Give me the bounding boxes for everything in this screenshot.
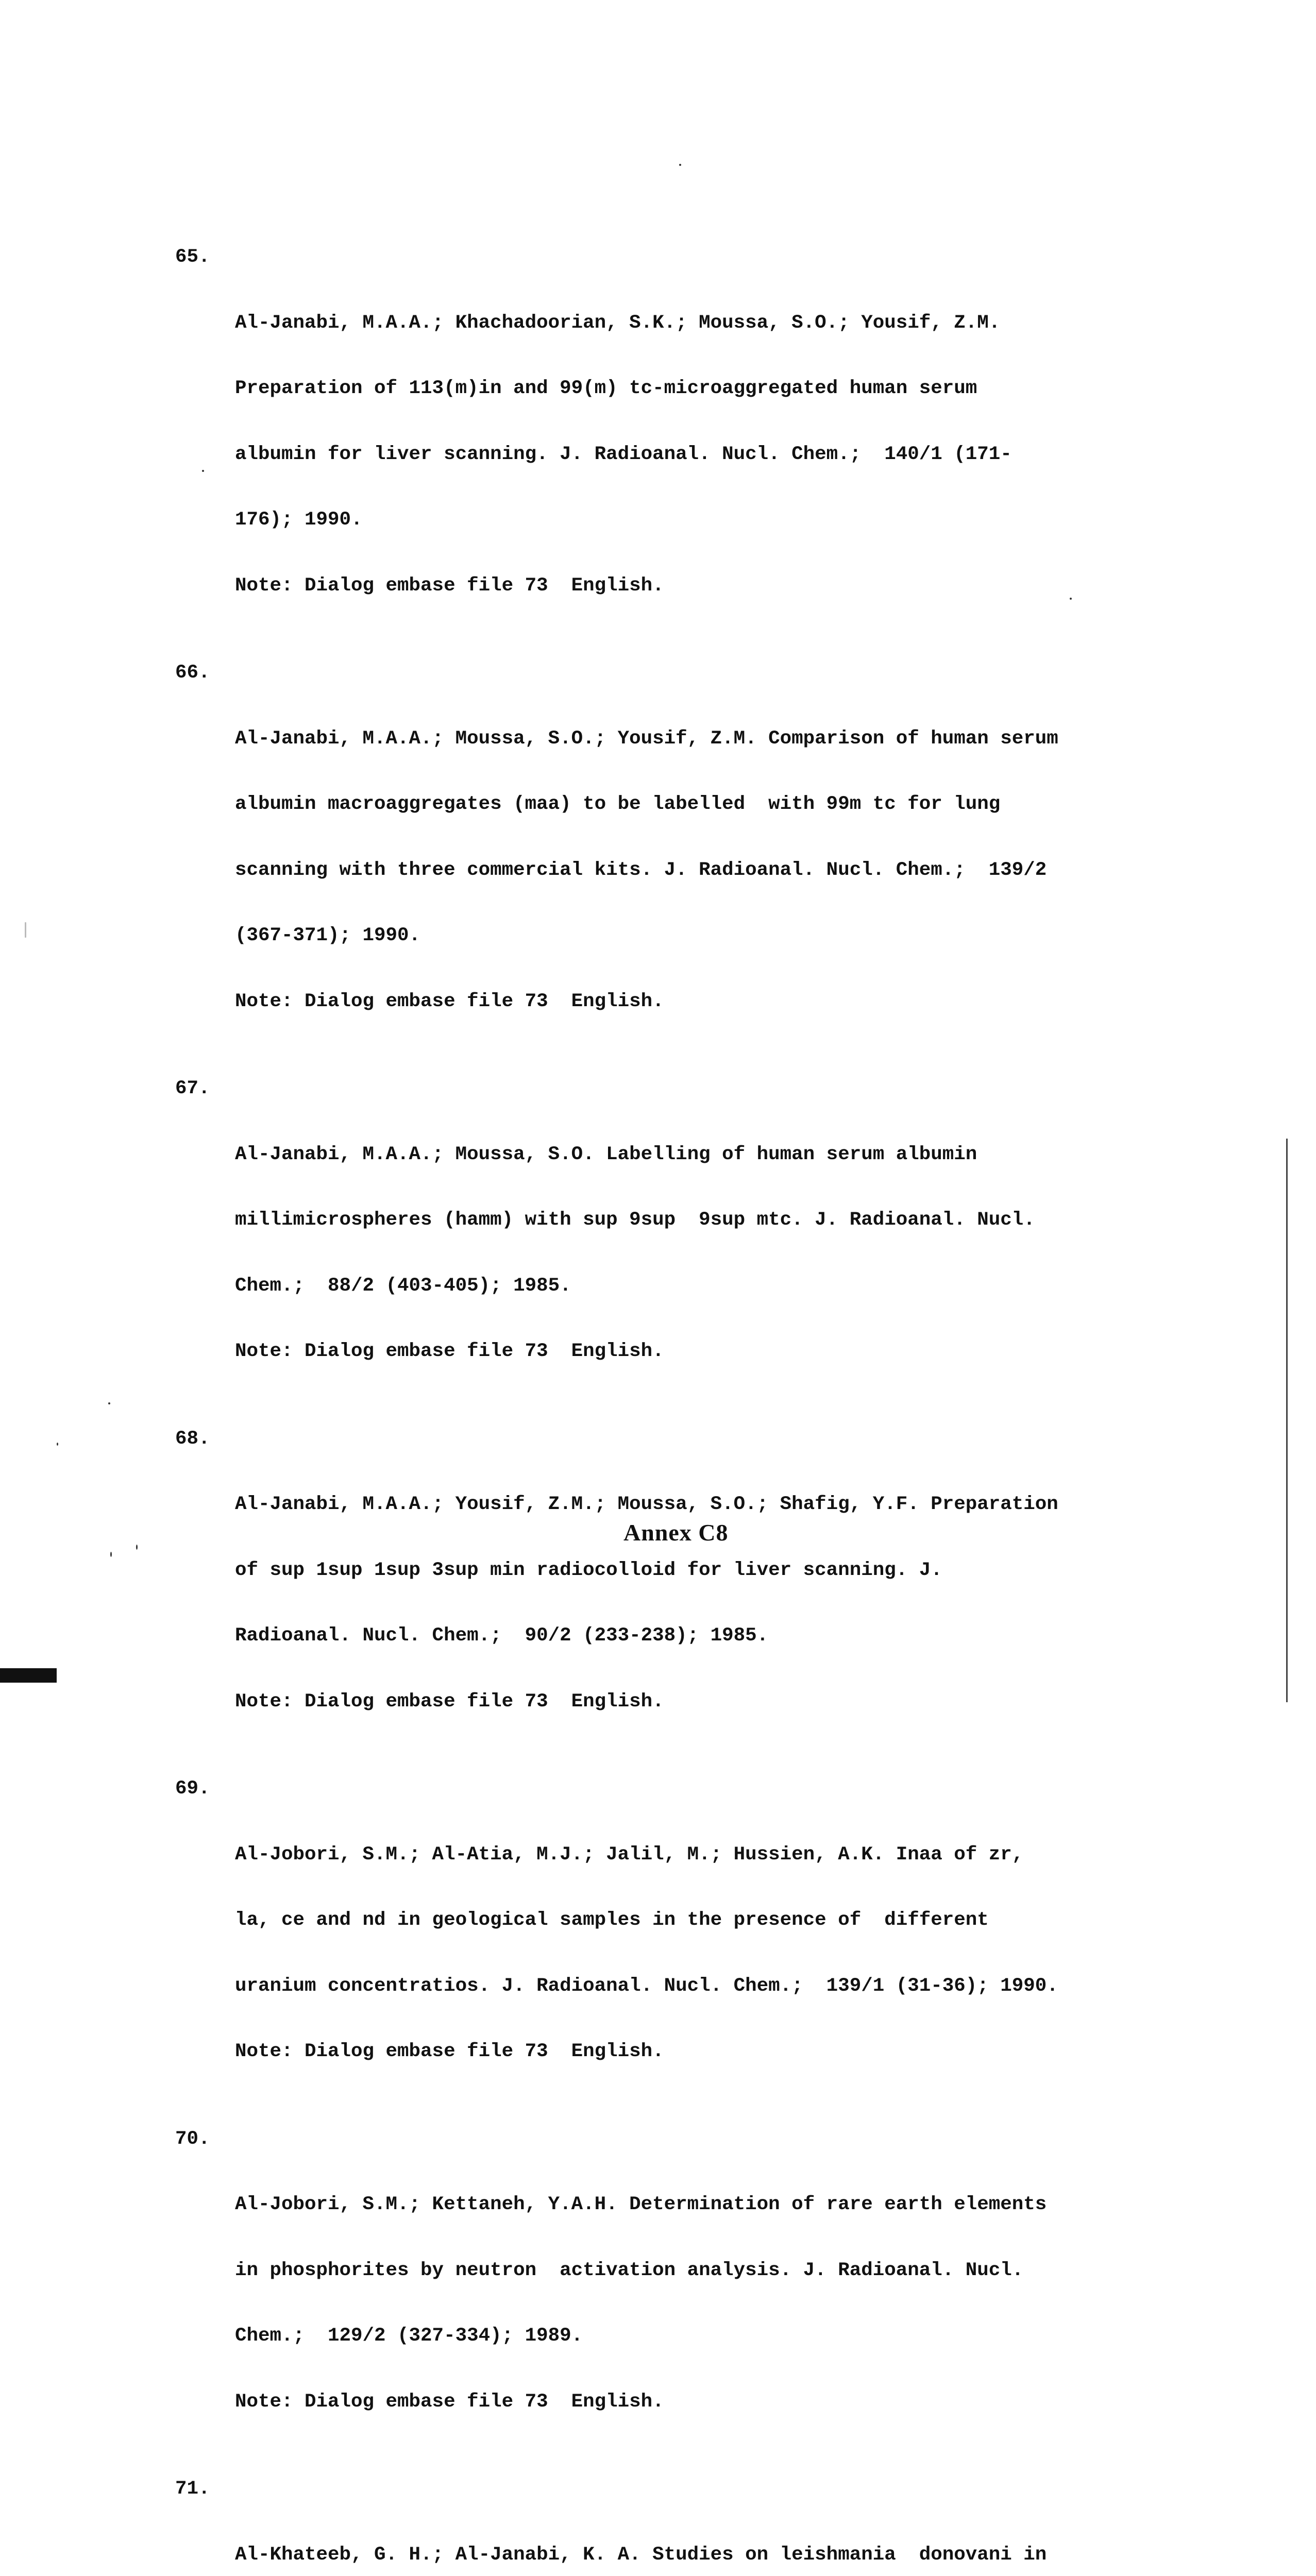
reference-line: in phosphorites by neutron activation analysis. J. Radioanal. Nucl. [235, 2259, 1024, 2281]
reference-line: millimicrospheres (hamm) with sup 9sup 9sup mtc. J. Radioanal. Nucl. [235, 1209, 1035, 1231]
reference-line: Preparation of 113(m)in and 99(m) tc-microaggregated human serum [235, 378, 977, 399]
reference-entry-71 [175, 2478, 1180, 2576]
reference-line: Radioanal. Nucl. Chem.; 90/2 (233-238); 1985. [235, 1625, 769, 1647]
reference-number: 68. [175, 1428, 210, 1450]
scan-speck [57, 1443, 58, 1446]
reference-entry-69 [175, 1778, 1180, 2107]
reference-note: Note: Dialog embase file 73 English. [235, 1690, 664, 1713]
reference-entry-66 [175, 662, 1180, 1056]
reference-line: Al-Jobori, S.M.; Kettaneh, Y.A.H. Determination of rare earth elements [235, 2194, 1047, 2215]
reference-note: Note: Dialog embase file 73 English. [235, 990, 664, 1012]
reference-line: Chem.; 88/2 (403-405); 1985. [235, 1275, 571, 1297]
reference-entry-65 [175, 246, 1180, 640]
reference-line: la, ce and nd in geological samples in the presence of different [235, 1909, 989, 1931]
reference-line: (367-371); 1990. [235, 925, 421, 946]
scan-corner-mark [0, 1668, 57, 1683]
reference-line: Al-Janabi, M.A.A.; Moussa, S.O.; Yousif, Z.M. Comparison of human serum [235, 727, 1058, 750]
reference-line: of sup 1sup 1sup 3sup min radiocolloid for liver scanning. J. [235, 1559, 942, 1581]
scan-edge-line [1286, 1139, 1288, 1702]
reference-line: 176); 1990. [235, 509, 363, 531]
reference-entry-70 [175, 2128, 1180, 2457]
scan-speck [679, 164, 681, 166]
reference-line: Al-Janabi, M.A.A.; Moussa, S.O. Labelling of human serum albumin [235, 1143, 977, 1165]
scan-speck [110, 1552, 112, 1557]
reference-number: 71. [175, 2478, 210, 2500]
reference-number: 66. [175, 662, 210, 684]
reference-line: Chem.; 129/2 (327-334); 1989. [235, 2325, 583, 2347]
reference-line: scanning with three commercial kits. J. Radioanal. Nucl. Chem.; 139/2 [235, 859, 1047, 881]
reference-line: albumin macroaggregates (maa) to be labelled with 99m tc for lung [235, 793, 1001, 815]
reference-line: albumin for liver scanning. J. Radioanal. Nucl. Chem.; 140/1 (171- [235, 443, 1012, 465]
scan-speck [136, 1545, 138, 1550]
scan-speck [1070, 598, 1072, 600]
reference-number: 69. [175, 1778, 210, 1800]
reference-list [175, 246, 1180, 2576]
annex-label: Annex C8 [623, 1519, 729, 1546]
scan-speck [108, 1402, 110, 1404]
reference-line: Al-Khateeb, G. H.; Al-Janabi, K. A. Studies on leishmania donovani in [235, 2544, 1047, 2566]
scan-speck [202, 470, 204, 472]
reference-number: 70. [175, 2128, 210, 2150]
reference-note: Note: Dialog embase file 73 English. [235, 574, 664, 597]
reference-line: uranium concentratios. J. Radioanal. Nucl. Chem.; 139/1 (31-36); 1990. [235, 1975, 1058, 1997]
reference-number: 65. [175, 246, 210, 268]
scan-speck [25, 922, 26, 938]
reference-line: Al-Jobori, S.M.; Al-Atia, M.J.; Jalil, M.; Hussien, A.K. Inaa of zr, [235, 1843, 1024, 1866]
reference-number: 67. [175, 1078, 210, 1099]
reference-note: Note: Dialog embase file 73 English. [235, 2041, 664, 2062]
reference-entry-68 [175, 1428, 1180, 1757]
reference-line: Al-Janabi, M.A.A.; Yousif, Z.M.; Moussa, S.O.; Shafig, Y.F. Preparation [235, 1494, 1058, 1515]
reference-entry-67 [175, 1078, 1180, 1406]
reference-note: Note: Dialog embase file 73 English. [235, 2391, 664, 2413]
reference-line: Al-Janabi, M.A.A.; Khachadoorian, S.K.; Moussa, S.O.; Yousif, Z.M. [235, 312, 1001, 334]
reference-note: Note: Dialog embase file 73 English. [235, 1341, 664, 1362]
